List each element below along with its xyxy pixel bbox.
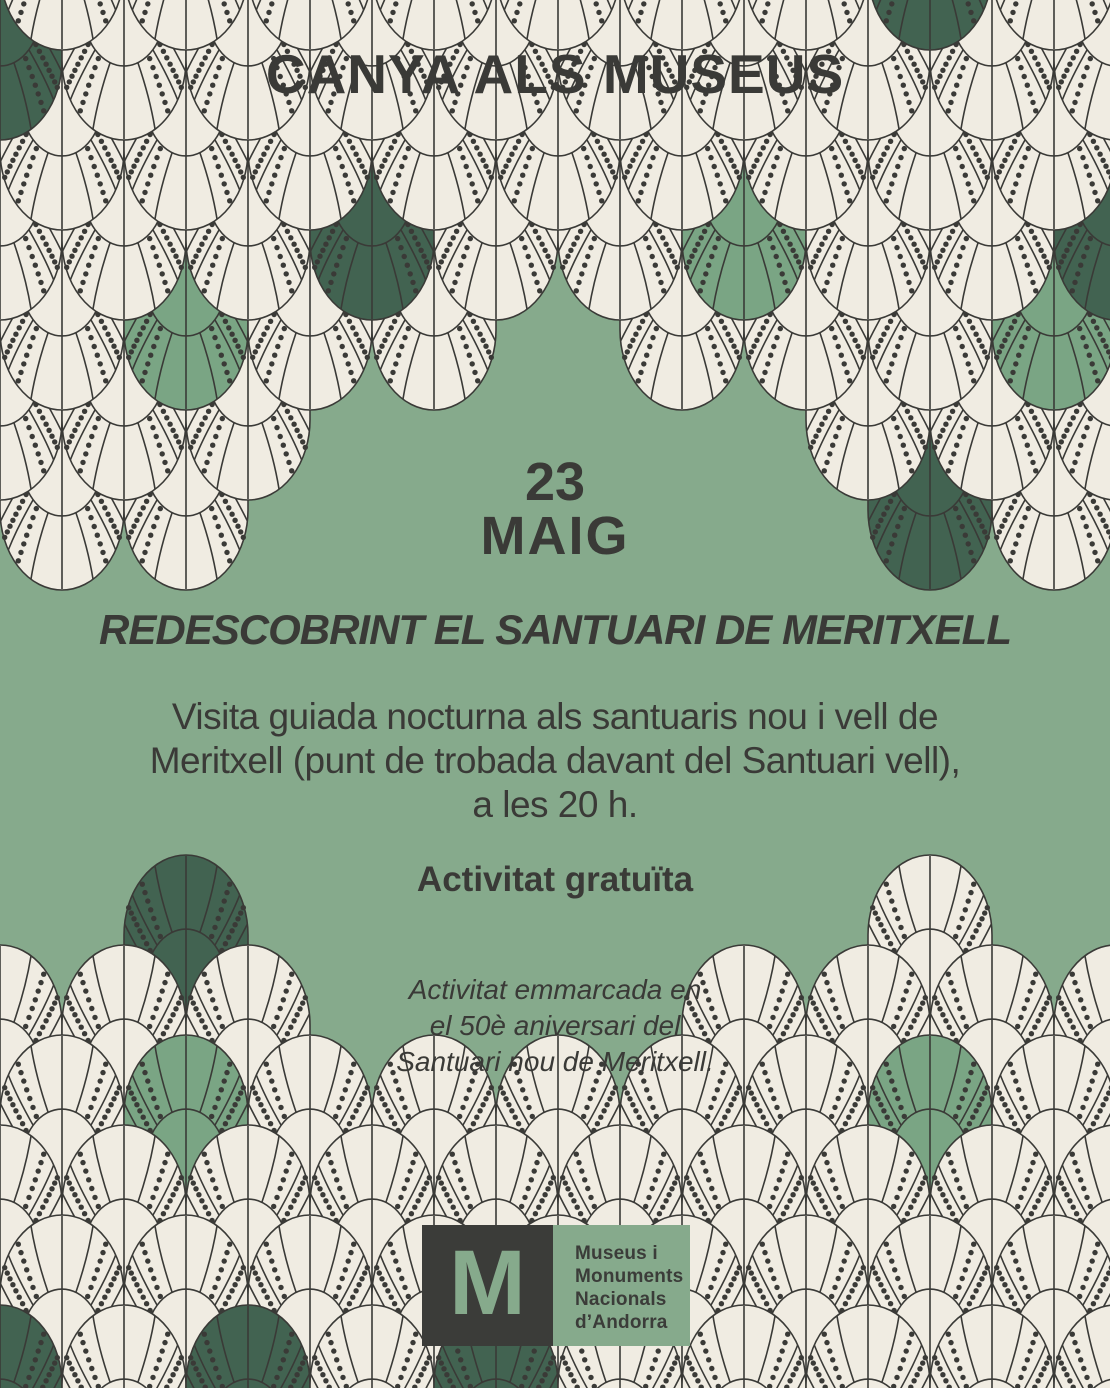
description-line: a les 20 h. (472, 784, 638, 825)
event-description (0, 695, 1110, 827)
logo-org-line: d’Andorra (575, 1312, 668, 1333)
note-line: el 50è aniversari del (429, 1010, 681, 1041)
event-date-day: 23 (524, 452, 586, 512)
logo-m-monogram: M (449, 1231, 526, 1334)
logo-org-line: Museus i (575, 1243, 658, 1264)
description-line: Visita guiada nocturna als santuaris nou i vell de (171, 696, 939, 737)
logo-text-panel (553, 1225, 690, 1346)
logo-org-line: Monuments (575, 1266, 684, 1287)
description-line: Meritxell (punt de trobada davant del Santuari vell), (149, 740, 961, 781)
museus-andorra-logo (422, 1225, 690, 1346)
free-activity-label: Activitat gratuïta (416, 860, 694, 899)
poster-title: CANYA ALS MUSEUS (265, 43, 845, 105)
event-date-month: MAIG (480, 506, 630, 566)
event-date (0, 452, 1110, 566)
note-line: Activitat emmarcada en (408, 974, 702, 1005)
note-line: Santuari nou de Meritxell. (396, 1046, 714, 1077)
logo-monogram-box (422, 1225, 553, 1346)
logo-org-line: Nacionals (575, 1289, 667, 1310)
anniversary-note (0, 972, 1110, 1080)
event-title: REDESCOBRINT EL SANTUARI DE MERITXELL (99, 606, 1011, 653)
